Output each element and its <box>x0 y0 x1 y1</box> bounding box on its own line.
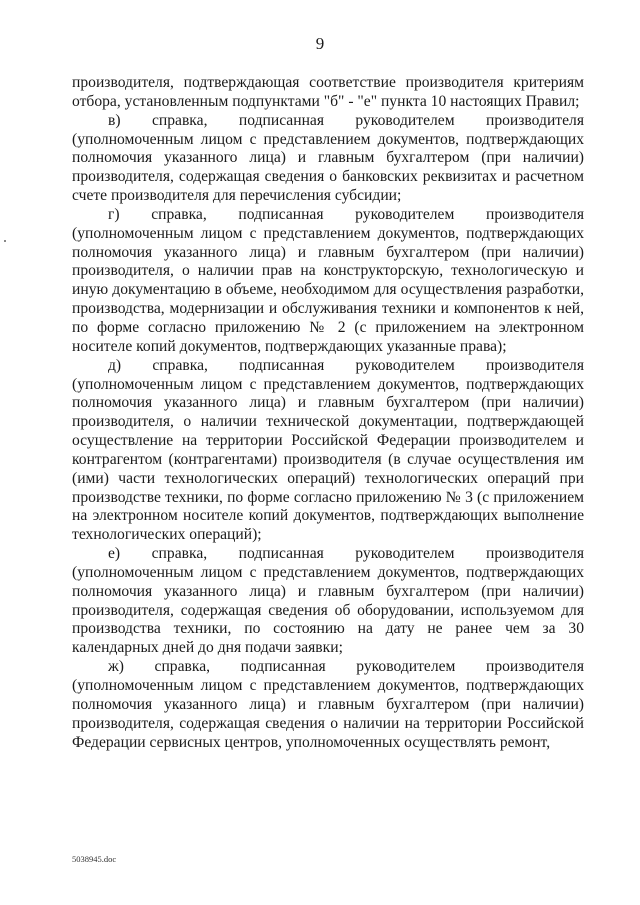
paragraph-continuation: производителя, подтверждающая соответствие производителя критериям отбора, установленным подпунктами "б" - "е" пункта 10 настоящих Правил; <box>72 74 584 110</box>
paragraph-item-v: в) справка, подписанная руководителем производителя (уполномоченным лицом с представлением документов, подтверждающих полномочия указанного лица) и главным бухгалтером (при наличии) производителя, содержащая сведения о банковских реквизитах и расчетном счете производителя для перечисления субсидии; <box>72 111 584 205</box>
page-number: 9 <box>315 34 325 53</box>
paragraph-item-d: д) справка, подписанная руководителем производителя (уполномоченным лицом с представлением документов, подтверждающих полномочия указанного лица) и главным бухгалтером (при наличии) производителя, о наличии технической документации, подтверждающей осуществление на территории Российской Федерации производителем и контрагентом (контрагентами) производителя (в случае осуществления им (ими) части технологических операций) технологических операций при производстве техники, по форме согласно приложению № 3 (с приложением на электронном носителе копий документов, подтверждающих выполнение технологических операций); <box>72 356 584 544</box>
paragraph-item-g: г) справка, подписанная руководителем производителя (уполномоченным лицом с представлением документов, подтверждающих полномочия указанного лица) и главным бухгалтером (при наличии) производителя, о наличии прав на конструкторскую, технологическую и иную документацию в объеме, необходимом для осуществления разработки, производства, модернизации и обслуживания техники и компонентов к ней, по форме согласно приложению № 2 (с приложением на электронном носителе копий документов, подтверждающих указанные права); <box>72 205 584 355</box>
paragraph-item-zh: ж) справка, подписанная руководителем производителя (уполномоченным лицом с представлением документов, подтверждающих полномочия указанного лица) и главным бухгалтером (при наличии) производителя, содержащая сведения о наличии на территории Российской Федерации сервисных центров, уполномоченных осуществлять ремонт, <box>72 658 584 751</box>
document-body <box>72 74 584 752</box>
footer-filename: 5038945.doc <box>72 854 117 864</box>
margin-mark <box>4 240 6 242</box>
paragraph-item-e: е) справка, подписанная руководителем производителя (уполномоченным лицом с представлением документов, подтверждающих полномочия указанного лица) и главным бухгалтером (при наличии) производителя, содержащая сведения об оборудовании, используемом для производства техники, по состоянию на дату не ранее чем за 30 календарных дней до дня подачи заявки; <box>72 545 584 657</box>
